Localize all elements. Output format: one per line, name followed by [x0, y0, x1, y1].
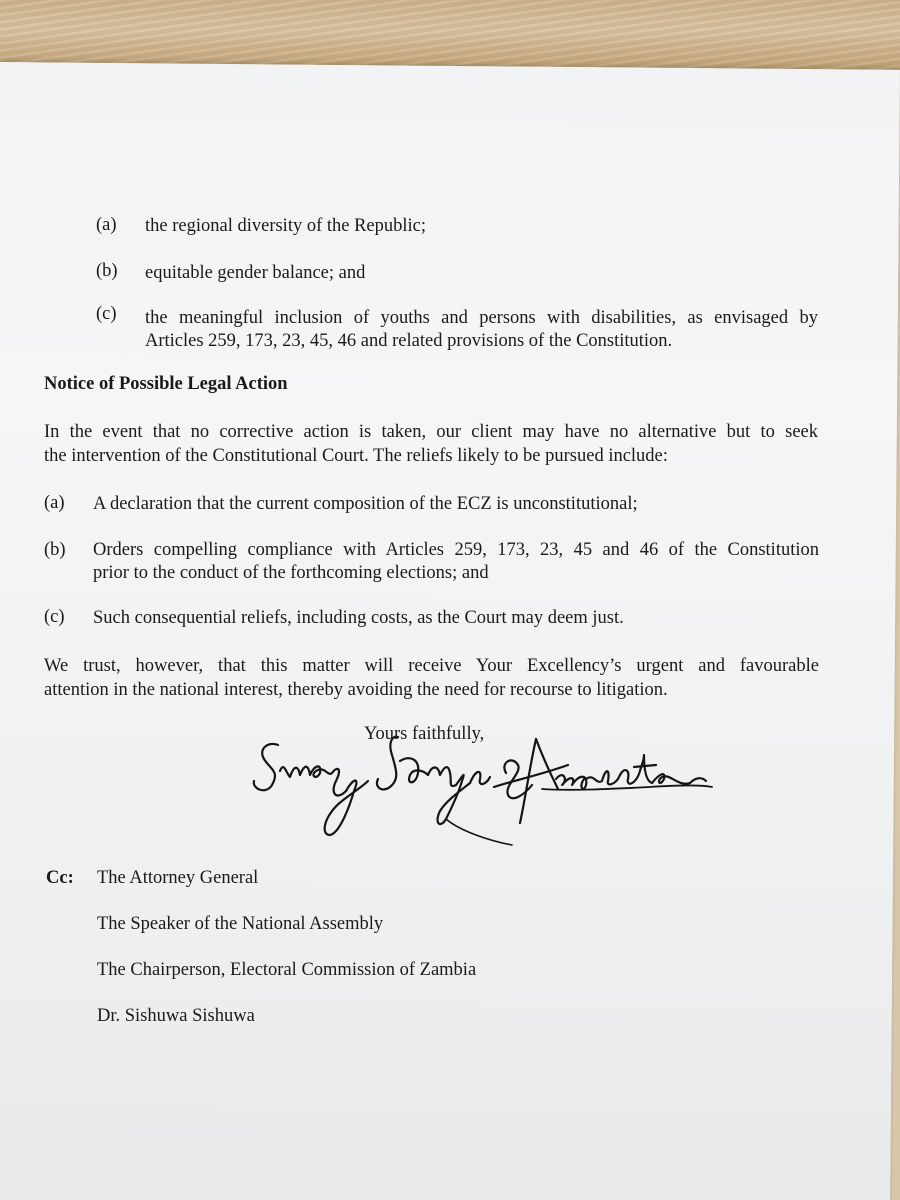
section-heading: Notice of Possible Legal Action	[44, 374, 288, 394]
closing-line: We trust, however, that this matter will receive Your Excellency’s urgent and favourable	[44, 656, 819, 676]
valediction: Yours faithfully,	[364, 724, 485, 744]
list-item-text: equitable gender balance; and	[145, 263, 366, 283]
list-item-label: (c)	[96, 304, 117, 324]
cc-recipient: The Attorney General	[97, 868, 259, 888]
paragraph-line: the intervention of the Constitutional Court. The reliefs likely to be pursued include:	[44, 446, 668, 466]
relief-text: Such consequential reliefs, including costs, as the Court may deem just.	[93, 608, 624, 628]
relief-label: (a)	[44, 493, 65, 513]
cc-recipient: The Chairperson, Electoral Commission of Zambia	[97, 960, 477, 980]
cc-label: Cc:	[46, 868, 74, 888]
list-item-text-line: the meaningful inclusion of youths and persons with disabilities, as envisaged by	[145, 308, 818, 328]
closing-line: attention in the national interest, thereby avoiding the need for recourse to litigation.	[44, 680, 668, 700]
cc-recipient: The Speaker of the National Assembly	[97, 914, 384, 934]
signature-image	[250, 715, 720, 855]
list-item-label: (b)	[96, 261, 118, 281]
relief-text: A declaration that the current composition of the ECZ is unconstitutional;	[93, 494, 638, 514]
relief-label: (c)	[44, 607, 65, 627]
list-item-label: (a)	[96, 215, 117, 235]
paragraph-line: In the event that no corrective action is taken, our client may have no alternative but to seek	[44, 422, 818, 442]
cc-recipient: Dr. Sishuwa Sishuwa	[97, 1006, 255, 1026]
list-item-text-line: Articles 259, 173, 23, 45, 46 and related provisions of the Constitution.	[145, 331, 673, 351]
relief-label: (b)	[44, 540, 66, 560]
relief-text-line: Orders compelling compliance with Articles 259, 173, 23, 45 and 46 of the Constitution	[93, 540, 819, 560]
list-item-text: the regional diversity of the Republic;	[145, 216, 427, 236]
relief-text-line: prior to the conduct of the forthcoming elections; and	[93, 563, 489, 583]
